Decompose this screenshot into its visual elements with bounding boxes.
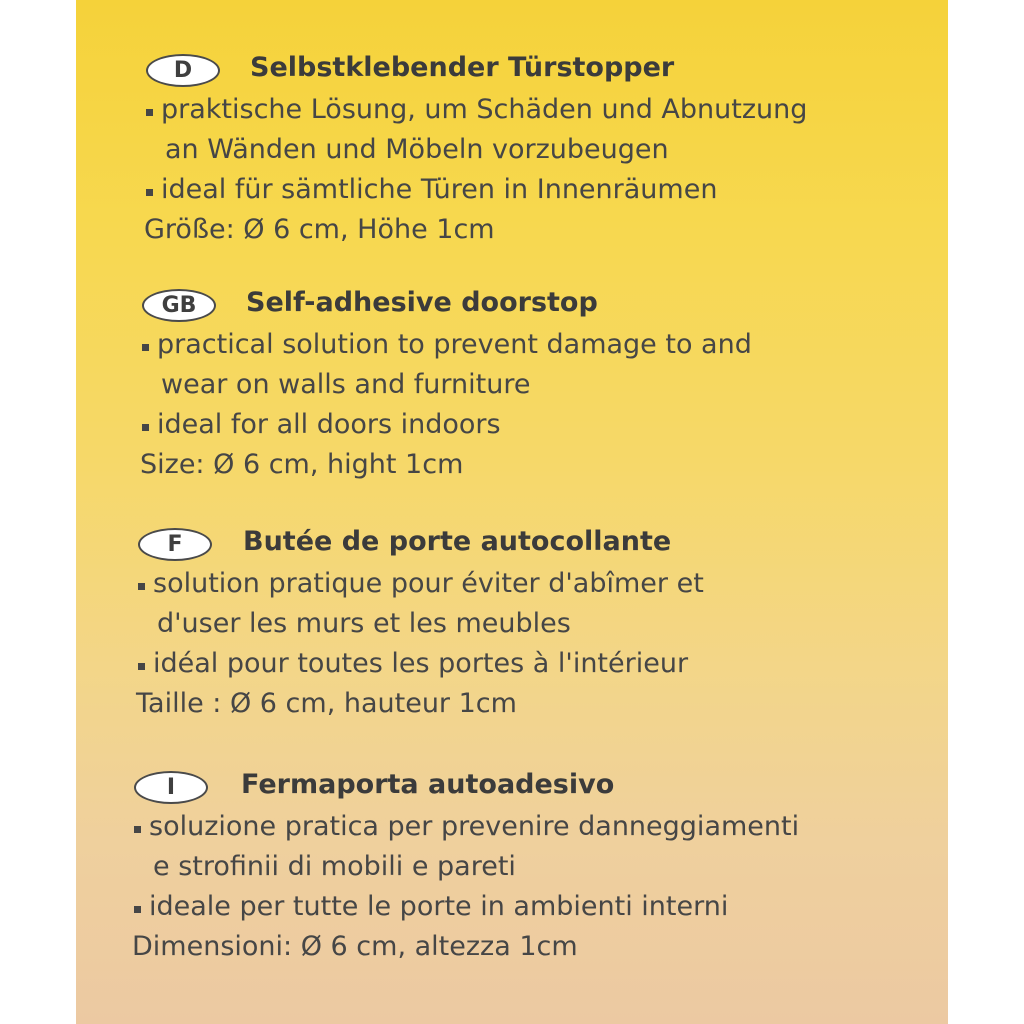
bullet-square-icon: [146, 189, 153, 196]
bullet-square-icon: [142, 424, 149, 431]
product-label-card: [76, 0, 948, 1024]
size-line: Size: Ø 6 cm, hight 1cm: [140, 449, 464, 480]
bullet-continuation: e strofinii di mobili e pareti: [153, 851, 516, 882]
bullet-line: soluzione pratica per prevenire danneggiamenti: [134, 807, 948, 847]
language-badge: [138, 528, 212, 561]
size-line: Dimensioni: Ø 6 cm, altezza 1cm: [132, 931, 578, 962]
section-german: [146, 50, 948, 250]
section-header: [134, 767, 948, 807]
bullet-continuation: d'user les murs et les meubles: [157, 608, 571, 639]
bullet-square-icon: [138, 583, 145, 590]
bullet-square-icon: [134, 906, 141, 913]
bullet-line: ideal for all doors indoors: [142, 405, 948, 445]
bullet-square-icon: [142, 344, 149, 351]
language-code: GB: [161, 293, 197, 318]
section-title: Self-adhesive doorstop: [246, 287, 598, 318]
bullet-line: solution pratique pour éviter d'abîmer et: [138, 564, 948, 604]
section-header: [146, 50, 948, 90]
bullet-continuation: wear on walls and furniture: [161, 369, 531, 400]
bullet-square-icon: [146, 109, 153, 116]
size-line: Taille : Ø 6 cm, hauteur 1cm: [136, 688, 517, 719]
bullet-line: ideal für sämtliche Türen in Innenräumen: [146, 170, 948, 210]
section-french: [138, 524, 948, 724]
language-code: F: [167, 532, 183, 557]
bullet-square-icon: [138, 663, 145, 670]
section-header: [142, 285, 948, 325]
section-italian: [134, 767, 948, 967]
language-badge: [134, 771, 208, 804]
size-line: Größe: Ø 6 cm, Höhe 1cm: [144, 214, 495, 245]
language-code: D: [173, 58, 193, 83]
section-title: Butée de porte autocollante: [243, 526, 672, 557]
section-header: [138, 524, 948, 564]
section-title: Selbstklebender Türstopper: [250, 52, 675, 83]
bullet-line: idéal pour toutes les portes à l'intérieur: [138, 644, 948, 684]
section-english: [142, 285, 948, 485]
bullet-continuation: an Wänden und Möbeln vorzubeugen: [165, 134, 669, 165]
section-title: Fermaporta autoadesivo: [241, 769, 615, 800]
language-badge: [142, 289, 216, 322]
bullet-line: ideale per tutte le porte in ambienti interni: [134, 887, 948, 927]
language-code: I: [166, 775, 176, 800]
bullet-square-icon: [134, 826, 141, 833]
bullet-line: praktische Lösung, um Schäden und Abnutzung: [146, 90, 948, 130]
language-badge: [146, 54, 220, 87]
bullet-line: practical solution to prevent damage to and: [142, 325, 948, 365]
